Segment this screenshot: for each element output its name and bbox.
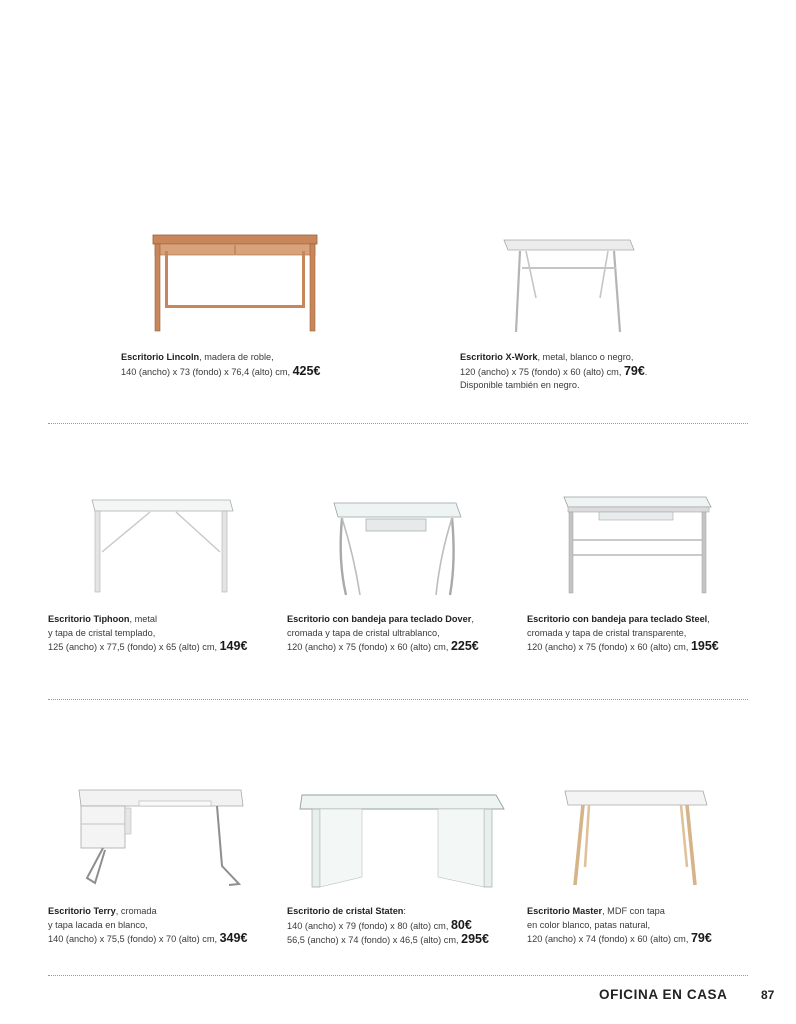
product-name: Escritorio Tiphoon [48,614,130,624]
row-divider [48,423,748,424]
page-number: 87 [761,988,775,1002]
product-name: Escritorio con bandeja para teclado Dover [287,614,472,624]
product-price: 79€ [623,363,645,378]
product-price: 79€ [690,931,712,945]
staten-desk-image [298,793,508,889]
product-price: 80€ [450,917,472,932]
x-work-desk-image [502,238,636,334]
lincoln-desk-image [150,233,320,333]
product-price-2: 295€ [461,932,489,946]
master-desk-image [563,789,711,889]
product-price: 149€ [219,639,248,653]
dover-desk-image [332,501,464,597]
product-name: Escritorio X-Work [460,352,538,362]
product-price: 349€ [219,931,248,945]
section-title: OFICINA EN CASA [599,987,728,1002]
terry-desk-image [77,788,247,888]
product-name: Escritorio de cristal Staten [287,906,404,916]
product-price: 195€ [690,639,719,653]
tiphoon-desk-image [90,498,236,594]
footer-divider [48,975,748,976]
product-name: Escritorio Lincoln [121,352,200,362]
steel-desk-image [561,495,715,595]
product-name: Escritorio Terry [48,906,116,916]
product-name: Escritorio con bandeja para teclado Steel [527,614,708,624]
product-name: Escritorio Master [527,906,603,916]
row-divider [48,699,748,700]
product-price: 225€ [450,639,479,653]
product-price: 425€ [292,363,321,378]
